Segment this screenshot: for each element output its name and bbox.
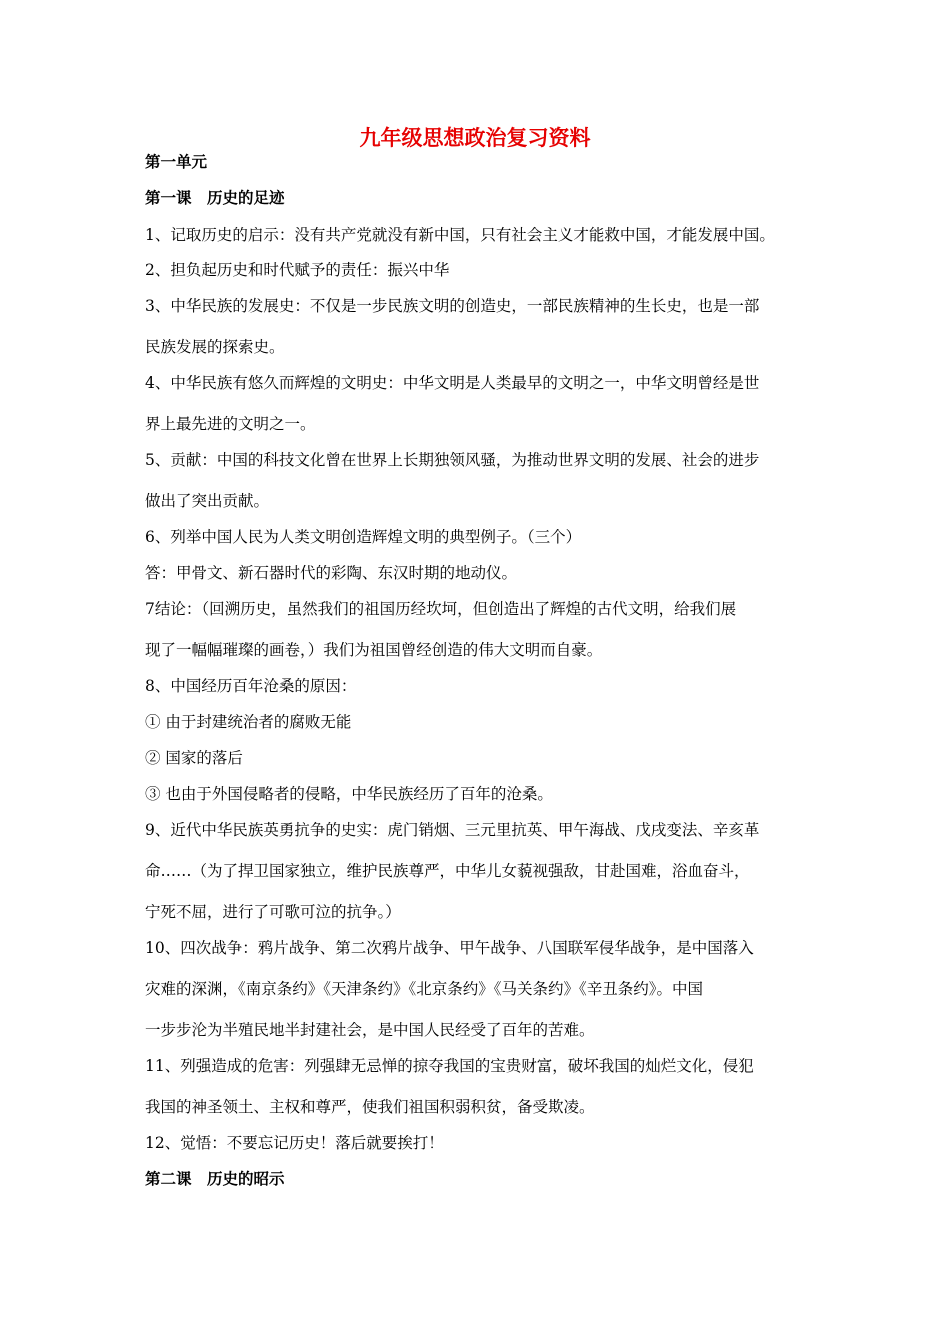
text-line: 3、中华民族的发展史：不仅是一步民族文明的创造史，一部民族精神的生长史，也是一部 (145, 297, 760, 315)
text-line: 现了一幅幅璀璨的画卷，）我们为祖国曾经创造的伟大文明而自豪。 (145, 641, 603, 659)
text-line: 一步步沦为半殖民地半封建社会，是中国人民经受了百年的苦难。 (145, 1021, 595, 1039)
text-line: ② 国家的落后 (145, 749, 243, 767)
lesson-heading: 第一课 历史的足迹 (145, 188, 285, 207)
text-line: 8、中国经历百年沧桑的原因： (145, 677, 357, 695)
text-line: 6、列举中国人民为人类文明创造辉煌文明的典型例子。（三个） (145, 528, 582, 546)
text-line: 7结论：（回溯历史，虽然我们的祖国历经坎坷，但创造出了辉煌的古代文明，给我们展 (145, 600, 737, 618)
text-line: 5、贡献：中国的科技文化曾在世界上长期独领风骚，为推动世界文明的发展、社会的进步 (145, 451, 760, 469)
text-line: 做出了突出贡献。 (145, 492, 270, 510)
text-line: 1、记取历史的启示：没有共产党就没有新中国，只有社会主义才能救中国，才能发展中国。 (145, 226, 775, 244)
text-line: 我国的神圣领土、主权和尊严，使我们祖国积弱积贫，备受欺凌。 (145, 1098, 595, 1116)
unit-heading: 第一单元 (145, 152, 208, 171)
text-line: 界上最先进的文明之一。 (145, 415, 316, 433)
lesson-heading: 第二课 历史的昭示 (145, 1169, 285, 1188)
text-line: 12、觉悟：不要忘记历史！落后就要挨打！ (145, 1134, 444, 1152)
document-title: 九年级思想政治复习资料 (359, 125, 591, 150)
text-line: 灾难的深渊，《南京条约》《天津条约》《北京条约》《马关条约》《辛丑条约》。中国 (145, 980, 704, 998)
text-line: 答：甲骨文、新石器时代的彩陶、东汉时期的地动仪。 (145, 564, 518, 582)
text-line: 4、中华民族有悠久而辉煌的文明史：中华文明是人类最早的文明之一，中华文明曾经是世 (145, 374, 760, 392)
text-line: ① 由于封建统治者的腐败无能 (145, 713, 352, 731)
text-line: 2、担负起历史和时代赋予的责任：振兴中华 (145, 261, 450, 279)
text-line: ③ 也由于外国侵略者的侵略，中华民族经历了百年的沧桑。 (145, 785, 553, 803)
text-line: 11、列强造成的危害：列强肆无忌惮的掠夺我国的宝贵财富，破坏我国的灿烂文化，侵犯 (145, 1057, 754, 1075)
text-line: 命……（为了捍卫国家独立，维护民族尊严，中华儿女藐视强敌，甘赴国难，浴血奋斗， (145, 862, 750, 880)
text-line: 10、四次战争：鸦片战争、第二次鸦片战争、甲午战争、八国联军侵华战争，是中国落入 (145, 939, 754, 957)
text-line: 宁死不屈，进行了可歌可泣的抗争。） (145, 903, 401, 921)
text-line: 民族发展的探索史。 (145, 338, 285, 356)
text-line: 9、近代中华民族英勇抗争的史实：虎门销烟、三元里抗英、甲午海战、戊戌变法、辛亥革 (145, 821, 760, 839)
